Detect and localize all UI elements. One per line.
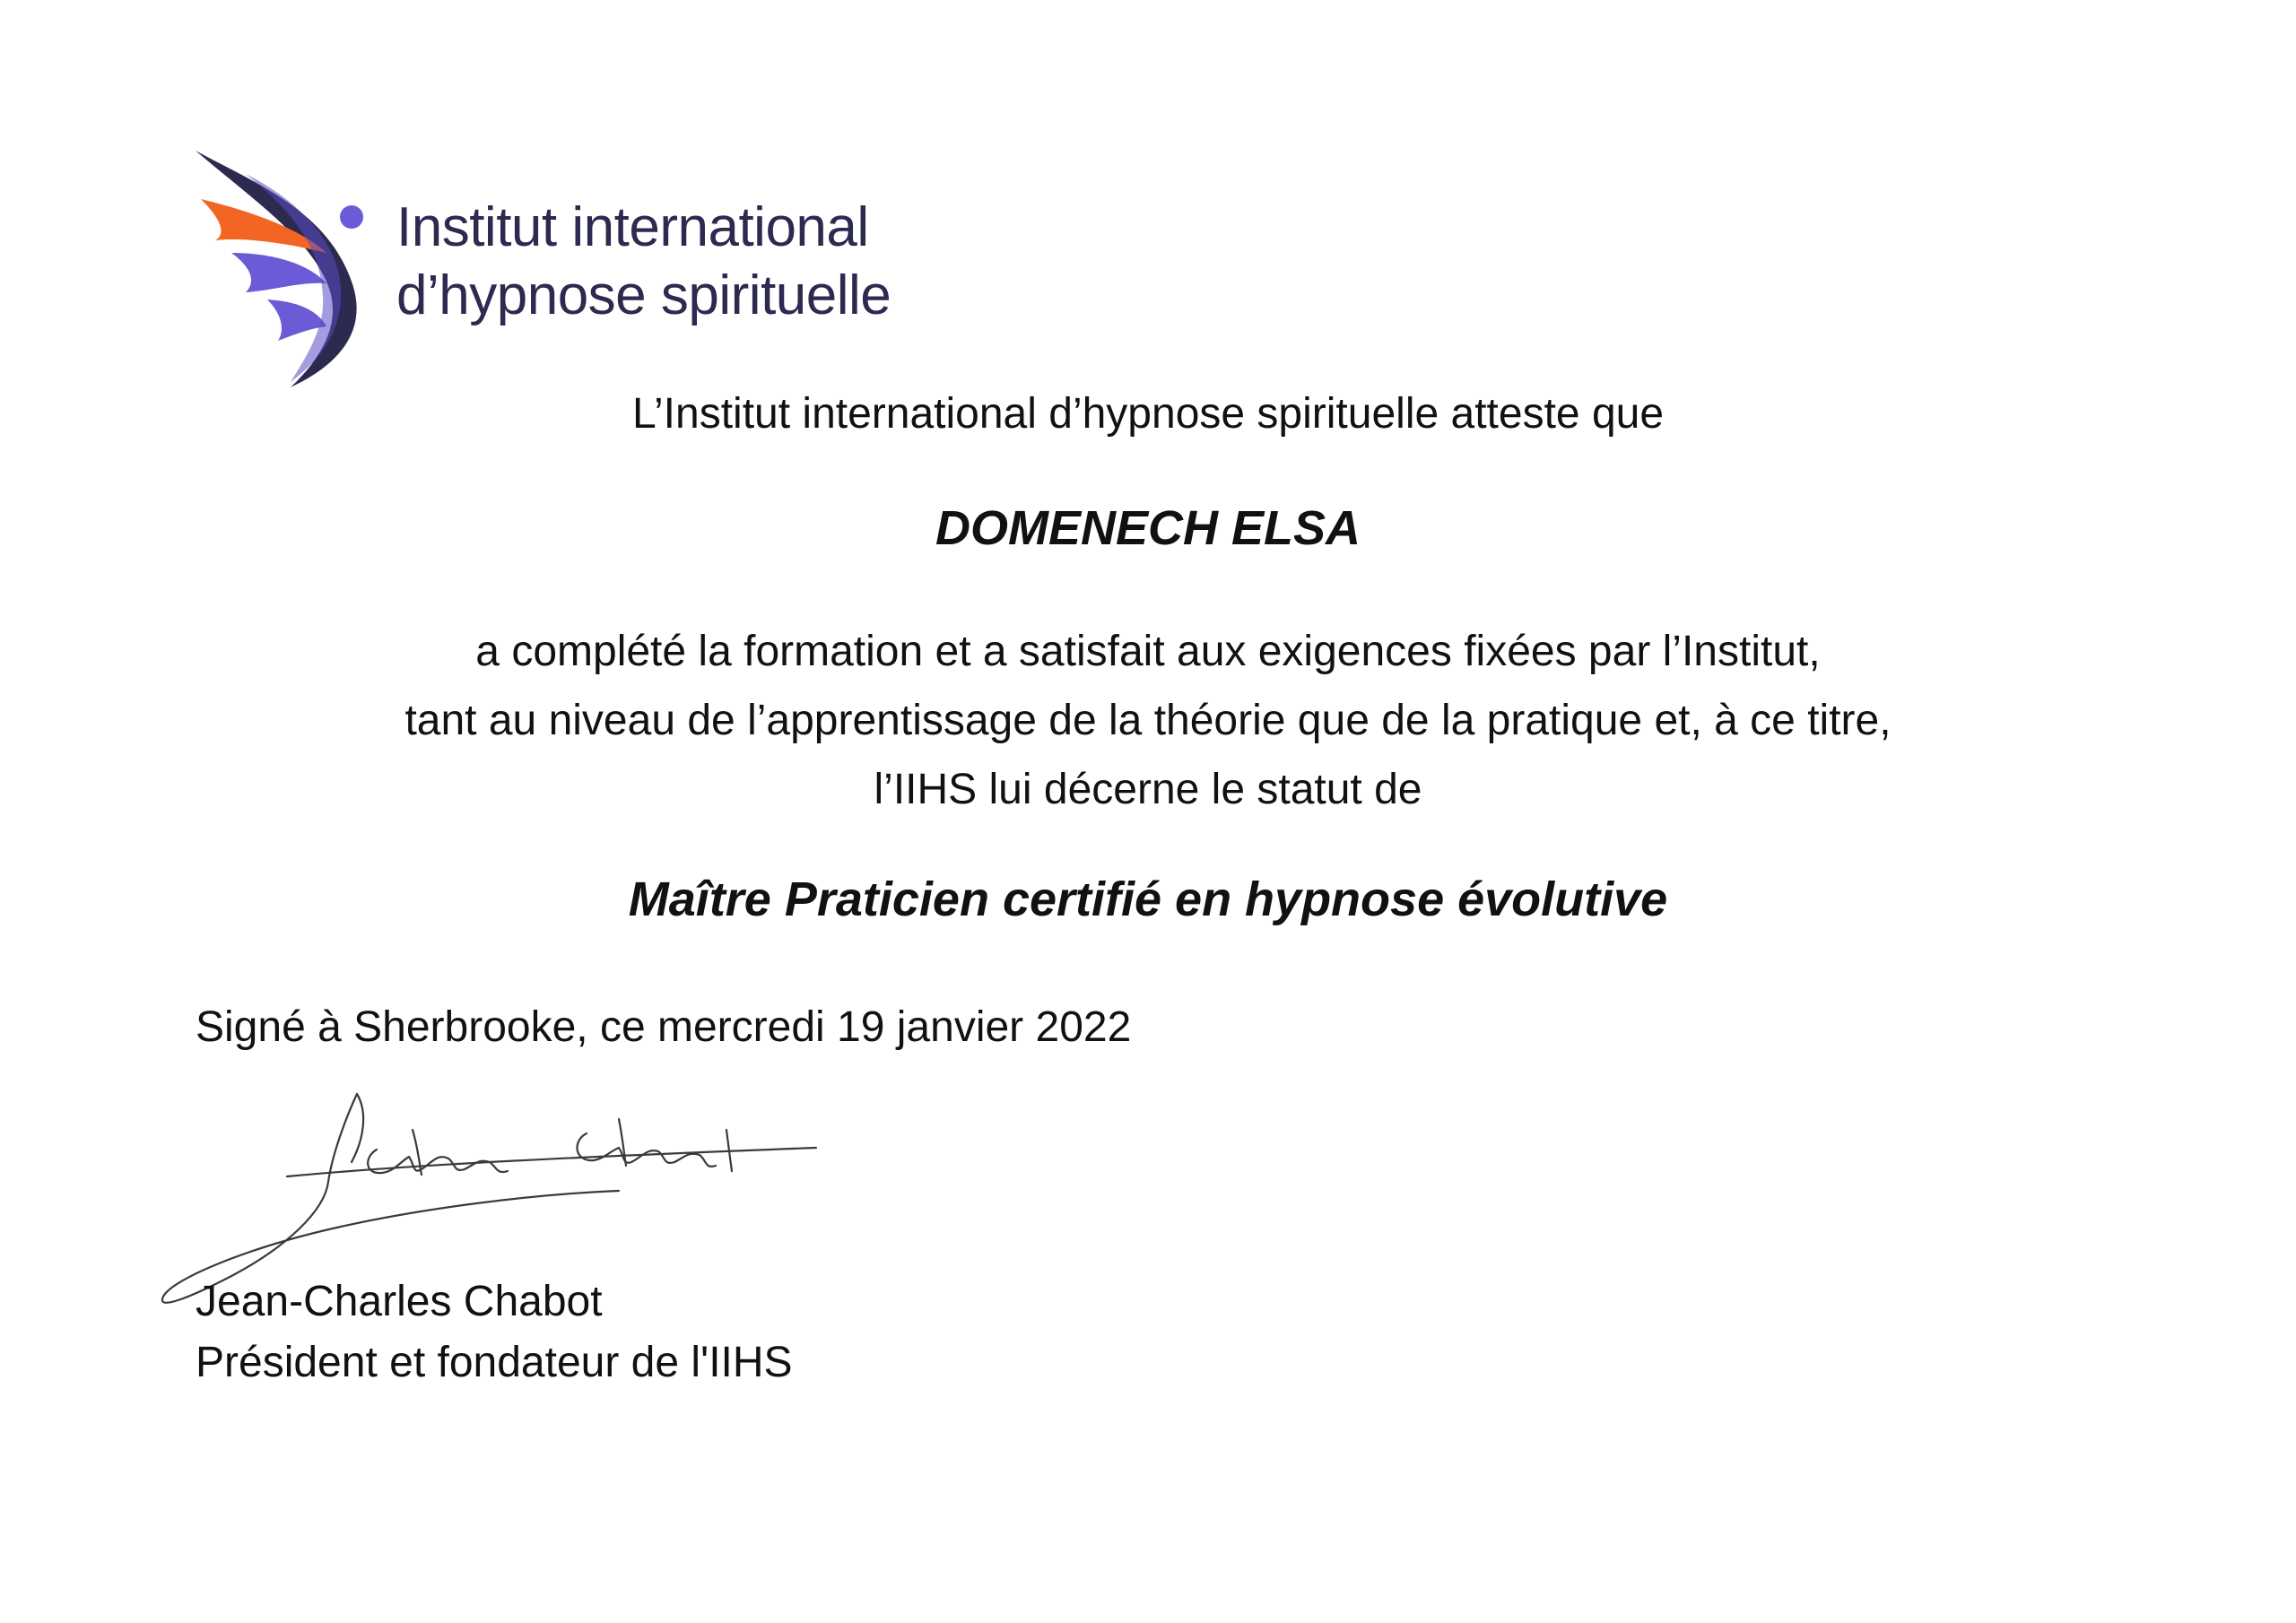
body-line: l’IIHS lui décerne le statut de (874, 766, 1422, 813)
institute-logo (192, 147, 963, 389)
certificate-intro: L’Institut international d’hypnose spirituelle atteste que (631, 390, 1665, 438)
recipient-name: DOMENECH ELSA (935, 501, 1361, 555)
institute-name (396, 194, 891, 330)
signing-place-date: Signé à Sherbrooke, ce mercredi 19 janvier 2022 (196, 1003, 1132, 1051)
butterfly-wing-icon (192, 147, 371, 389)
signer-title: Président et fondateur de l'IIHS (196, 1339, 793, 1386)
signer-name: Jean-Charles Chabot (196, 1278, 603, 1325)
body-line: a complété la formation et a satisfait aux exigences fixées par l’Institut, (475, 628, 1821, 675)
certification-status: Maître Praticien certifié en hypnose évolutive (628, 872, 1668, 926)
signer-block (196, 1271, 793, 1393)
institute-name-line1: Institut international (396, 196, 869, 258)
body-line: tant au niveau de l’apprentissage de la théorie que de la pratique et, à ce titre, (404, 697, 1892, 744)
certificate-body (0, 617, 2296, 824)
institute-name-line2: d’hypnose spirituelle (396, 265, 891, 326)
